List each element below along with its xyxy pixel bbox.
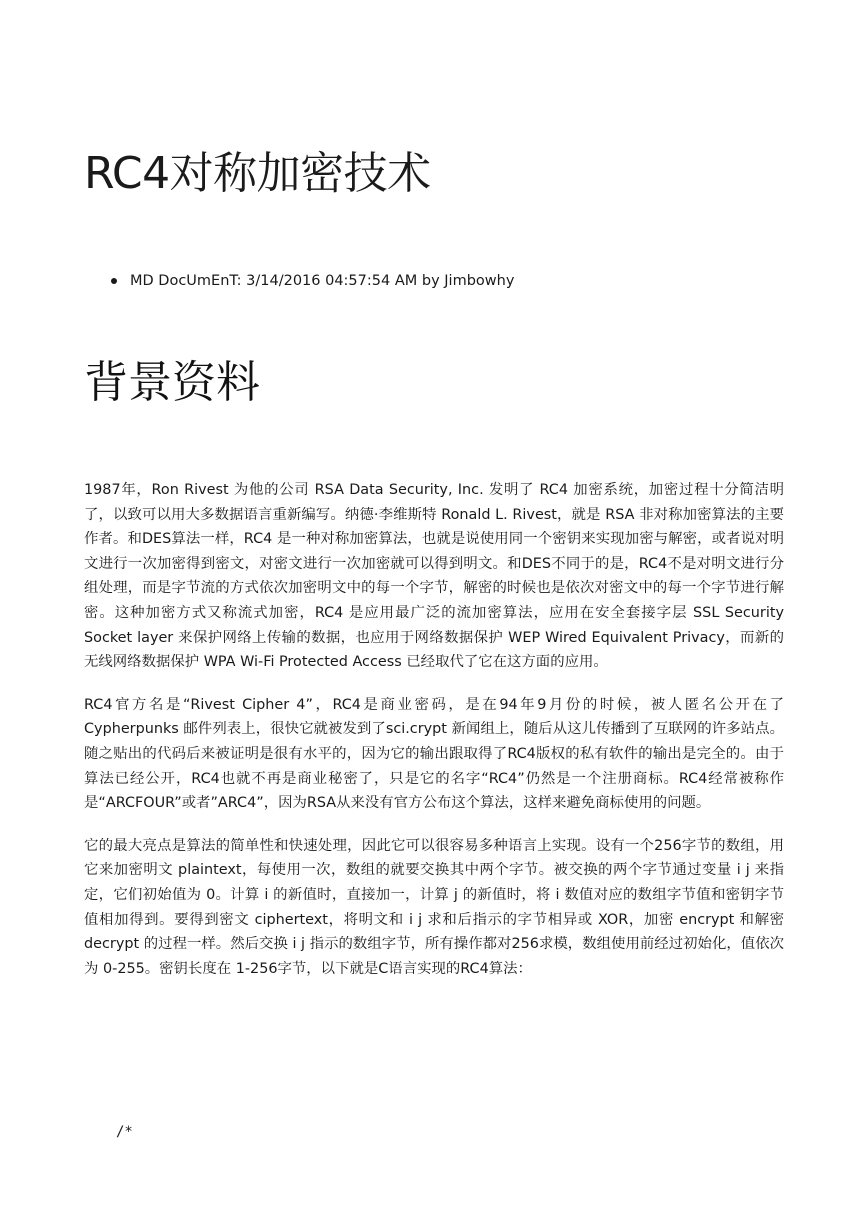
document-meta-item: MD DocUmEnT: 3/14/2016 04:57:54 AM by Jimbowhy	[84, 270, 514, 292]
code-block-start: /*	[116, 1124, 133, 1140]
document-body	[84, 478, 784, 999]
document-meta-list	[84, 270, 514, 292]
section-title: 背景资料	[84, 357, 260, 408]
paragraph-history: 1987年，Ron Rivest 为他的公司 RSA Data Security, Inc. 发明了 RC4 加密系统，加密过程十分简洁明了，以致可以用大多数据语言重新编写。纳德·李维斯特 Ronald L. Rivest，就是 RSA 非对称加密算法的主要作者。和DES算法一样，RC4 是一种对称加密算法，也就是说使用同一个密钥来实现加密与解密，或者说对明文进行一次加密得到密文，对密文进行一次加密就可以得到明文。和DES不同于的是，RC4不是对明文进行分组处理，而是字节流的方式依次加密明文中的每一个字节，解密的时候也是依次对密文中的每一个字节进行解密。这种加密方式又称流式加密，RC4 是应用最广泛的流加密算法，应用在安全套接字层 SSL Security Socket layer 来保护网络上传输的数据，也应用于网络数据保护 WEP Wired Equivalent Privacy，而新的无线网络数据保护 WPA Wi-Fi Protected Access 已经取代了它在这方面的应用。	[84, 482, 784, 671]
paragraph-algorithm: 它的最大亮点是算法的简单性和快速处理，因此它可以很容易多种语言上实现。设有一个256字节的数组，用它来加密明文 plaintext，每使用一次，数组的就要交换其中两个字节。被交换的两个字节通过变量 i j 来指定，它们初始值为 0。计算 i 的新值时，直接加一，计算 j 的新值时，将 i 数值对应的数组字节值和密钥字节值相加得到。要得到密文 ciphertext，将明文和 i j 求和后指示的字节相异或 XOR，加密 encrypt 和解密 decrypt 的过程一样。然后交换 i j 指示的数组字节，所有操作都对256求模，数组使用前经过初始化，值依次为 0-255。密钥长度在 1-256字节，以下就是C语言实现的RC4算法：	[84, 837, 784, 977]
paragraph-name: RC4官方名是“Rivest Cipher 4”，RC4是商业密码，是在94年9月份的时候，被人匿名公开在了 Cypherpunks 邮件列表上，很快它就被发到了sci.crypt 新闻组上，随后从这儿传播到了互联网的许多站点。随之贴出的代码后来被证明是很有水平的，因为它的输出跟取得了RC4版权的私有软件的输出是完全的。由于算法已经公开，RC4也就不再是商业秘密了，只是它的名字“RC4”仍然是一个注册商标。RC4经常被称作是“ARCFOUR”或者”ARC4”，因为RSA从来没有官方公布这个算法，这样来避免商标使用的问题。	[84, 696, 784, 812]
document-title: RC4对称加密技术	[84, 148, 431, 199]
